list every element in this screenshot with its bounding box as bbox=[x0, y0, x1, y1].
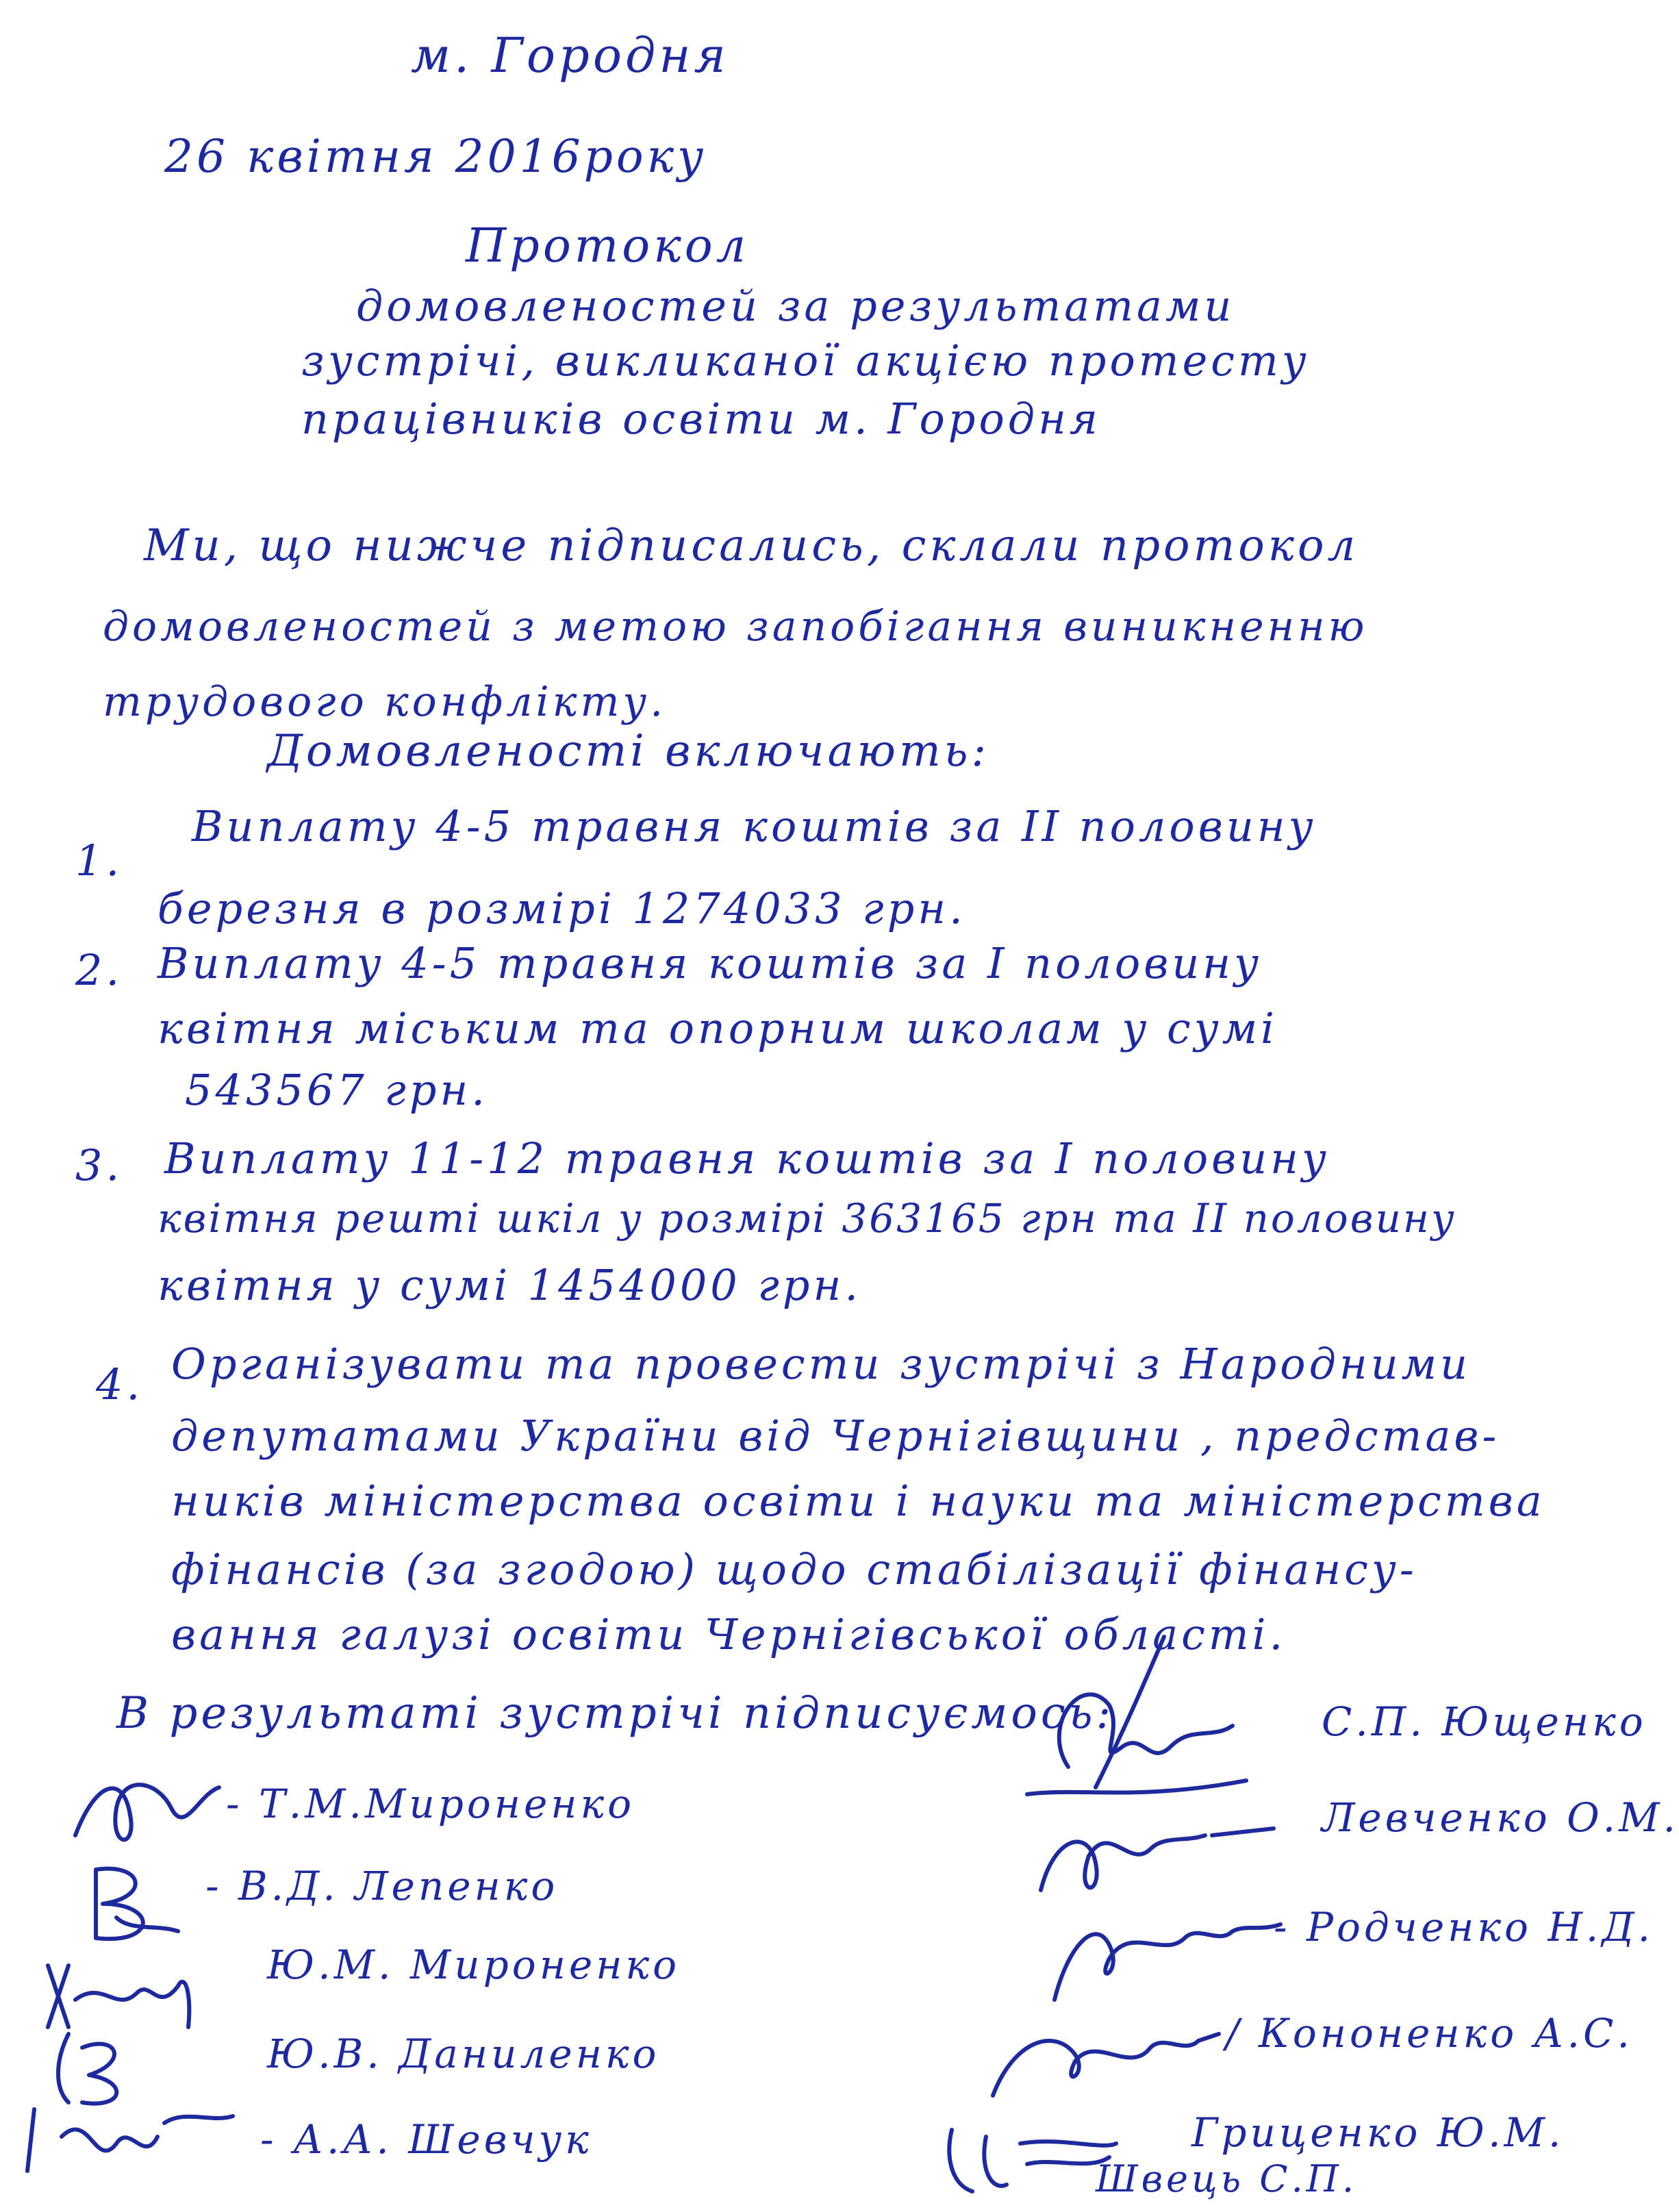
item-line: березня в розмірі 1274033 грн. bbox=[157, 883, 966, 933]
signatory-name-right: С.П. Ющенко bbox=[1322, 1698, 1647, 1745]
intro-line: домовленостей з метою запобігання виникненню bbox=[103, 603, 1368, 651]
signatory-name-left: - Т.М.Мироненко bbox=[226, 1781, 635, 1827]
signatory-name-left: - А.А. Шевчук bbox=[260, 2116, 592, 2163]
item-line: Організувати та провести зустрічі з Народними bbox=[171, 1339, 1471, 1389]
signature-mark bbox=[972, 2007, 1233, 2116]
item-number: 1. bbox=[75, 835, 123, 885]
document-title: Протокол bbox=[466, 219, 750, 273]
signatory-name-left: - В.Д. Лепенко bbox=[205, 1863, 559, 1909]
signature-mark bbox=[1027, 1904, 1287, 2013]
agreements-heading: Домовленості включають: bbox=[267, 726, 990, 777]
signature-mark bbox=[986, 1630, 1260, 1835]
title-line: працівників освіти м. Городня bbox=[301, 394, 1101, 444]
signatory-name-right: / Кононенко А.С. bbox=[1226, 2010, 1633, 2057]
signatory-name-left: Ю.В. Даниленко bbox=[267, 2031, 660, 2077]
document-date: 26 квітня 2016року bbox=[164, 130, 707, 183]
item-line: Виплату 4-5 травня коштів за ІІ половину bbox=[192, 801, 1317, 851]
item-line: квітня решті шкіл у розмірі 363165 грн та ІІ половину bbox=[157, 1195, 1456, 1242]
signatory-name-right: Швець С.П. bbox=[1096, 2157, 1357, 2200]
signatory-name-right: Левченко О.М. bbox=[1322, 1794, 1679, 1841]
item-line: 543567 грн. bbox=[185, 1065, 488, 1115]
item-line: Виплату 11-12 травня коштів за І половину bbox=[164, 1133, 1330, 1183]
item-number: 2. bbox=[75, 945, 123, 995]
signature-mark bbox=[21, 2096, 247, 2185]
signatory-name-left: Ю.М. Мироненко bbox=[267, 1941, 680, 1988]
item-line: ників міністерства освіти і науки та міністерства bbox=[171, 1476, 1545, 1526]
intro-line: Ми, що нижче підписались, склали протокол bbox=[144, 520, 1359, 571]
item-line: фінансів (за згодою) щодо стабілізації фінансу- bbox=[171, 1544, 1417, 1594]
city-heading: м. Городня bbox=[411, 27, 729, 84]
item-line: депутатами України від Чернігівщини , представ- bbox=[171, 1411, 1500, 1461]
signature-mark bbox=[82, 1856, 192, 1952]
item-line: квітня міським та опорним школам у сумі bbox=[157, 1003, 1278, 1053]
intro-line: трудового конфлікту. bbox=[103, 678, 667, 726]
item-line: квітня у сумі 1454000 грн. bbox=[157, 1260, 862, 1310]
item-line: вання галузі освіти Чернігівської області. bbox=[171, 1609, 1287, 1659]
signature-mark bbox=[68, 1767, 226, 1863]
signatory-name-right: - Родченко Н.Д. bbox=[1274, 1904, 1654, 1950]
item-number: 3. bbox=[75, 1140, 123, 1190]
signatory-name-right: Гриценко Ю.М. bbox=[1191, 2109, 1565, 2156]
title-line: домовленостей за результатами bbox=[356, 281, 1235, 331]
conclusion-line: В результаті зустрічі підписуємось: bbox=[116, 1688, 1115, 1739]
signature-mark bbox=[1027, 1808, 1287, 1918]
item-number: 4. bbox=[96, 1359, 144, 1409]
item-line: Виплату 4-5 травня коштів за І половину bbox=[157, 938, 1263, 988]
title-line: зустрічі, викликаної акцією протесту bbox=[301, 336, 1310, 386]
